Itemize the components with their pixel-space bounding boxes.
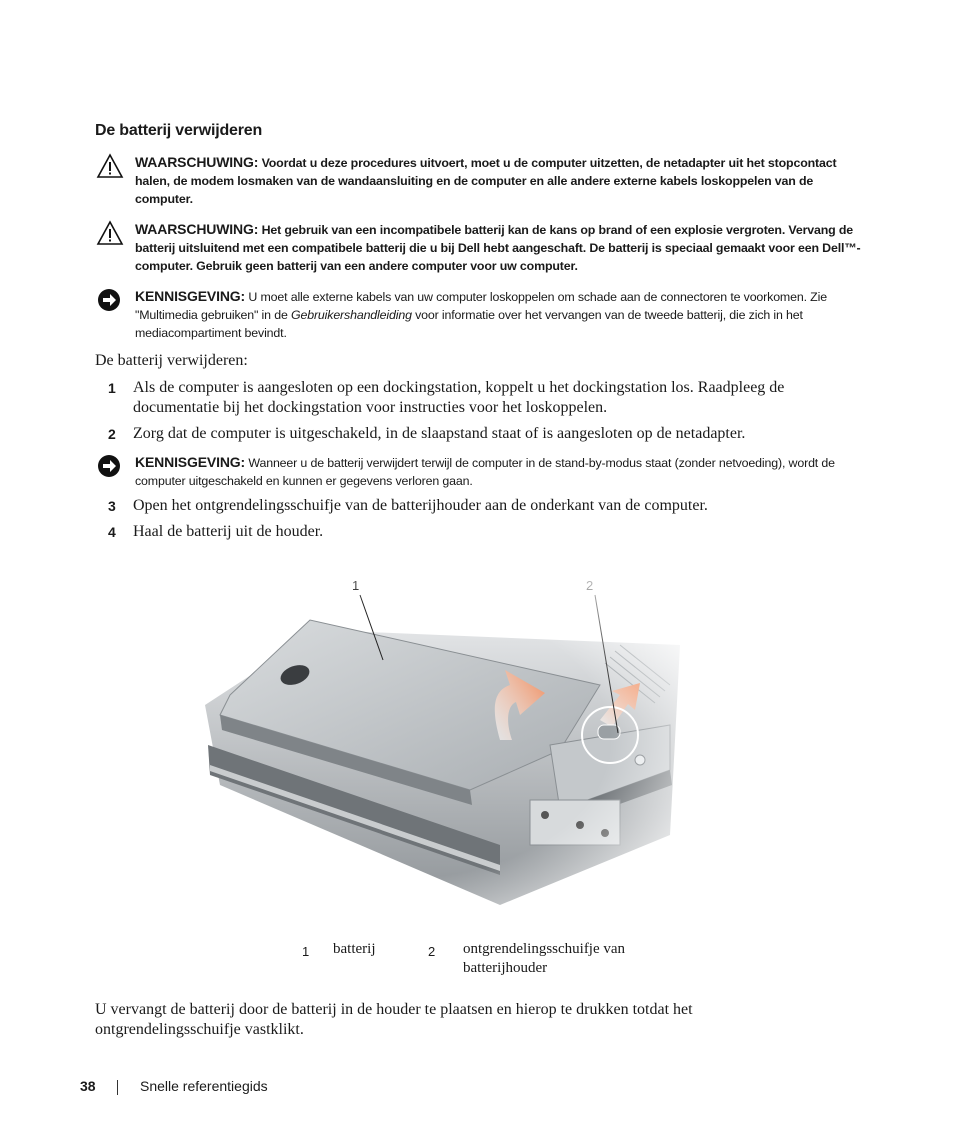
step-text: Zorg dat de computer is uitgeschakeld, in de slaapstand staat of is aangesloten op de netadapter. bbox=[133, 425, 746, 442]
step-text: Als de computer is aangesloten op een dockingstation, koppelt u het dockingstation los. Raadpleeg de documentatie bij het dockingstation voor instructies voor het loskoppelen. bbox=[133, 379, 785, 416]
footer-title: Snelle referentiegids bbox=[140, 1078, 268, 1094]
legend-num: 2 bbox=[428, 944, 436, 959]
closing-paragraph: U vervangt de batterij door de batterij in de houder te plaatsen en hierop te drukken totdat het ontgrendelingsschuifje vastklikt. bbox=[95, 1001, 693, 1038]
notice-label: KENNISGEVING: bbox=[135, 454, 246, 470]
notice-text-2 bbox=[135, 453, 865, 490]
step-number: 2 bbox=[108, 426, 116, 442]
warning-triangle-icon bbox=[96, 220, 124, 246]
section-heading: De batterij verwijderen bbox=[95, 122, 263, 139]
notice-label: KENNISGEVING: bbox=[135, 288, 246, 304]
legend-num: 1 bbox=[302, 944, 310, 959]
warning-triangle-icon bbox=[96, 153, 124, 179]
notice-manual-title: Gebruikershandleiding bbox=[290, 308, 412, 322]
notice-arrow-icon bbox=[96, 453, 124, 479]
battery-removal-illustration bbox=[200, 575, 700, 905]
step-number: 1 bbox=[108, 380, 116, 396]
page-number: 38 bbox=[80, 1078, 96, 1094]
intro-text: De batterij verwijderen: bbox=[95, 352, 248, 369]
warning-body: Het gebruik van een incompatibele batterij kan de kans op brand of een explosie vergroten. Vervang de batterij uitsluitend met een compatibele batterij die u bij Dell hebt aangeschaft. De batterij is speciaal gemaakt voor een Dell™-computer. Gebruik geen batterij van een andere computer voor uw computer. bbox=[135, 223, 861, 273]
warning-text-2 bbox=[135, 220, 865, 275]
step-text: Haal de batterij uit de houder. bbox=[133, 523, 324, 540]
step-number: 4 bbox=[108, 524, 116, 540]
notice-arrow-icon bbox=[96, 287, 124, 313]
notice-body-end: voor informatie over het vervangen van de tweede batterij, die zich in het mediacompartiment bevindt. bbox=[135, 308, 803, 340]
warning-body: Voordat u deze procedures uitvoert, moet u de computer uitzetten, de netadapter uit het stopcontact halen, de modem losmaken van de wandaansluiting en de computer en alle andere externe kabels loskoppelen van de computer. bbox=[135, 156, 837, 206]
notice-body-start: U moet alle externe kabels van uw computer loskoppelen om schade aan de connectoren te voorkomen. Zie "Multimedia gebruiken" in de bbox=[135, 290, 827, 322]
warning-label: WAARSCHUWING: bbox=[135, 154, 259, 170]
notice-text-1 bbox=[135, 287, 865, 342]
step-number: 3 bbox=[108, 498, 116, 514]
legend-label: batterij bbox=[333, 941, 376, 957]
legend-label: ontgrendelingsschuifje van batterijhouder bbox=[463, 941, 626, 976]
step-text: Open het ontgrendelingsschuifje van de batterijhouder aan de onderkant van de computer. bbox=[133, 497, 708, 514]
warning-label: WAARSCHUWING: bbox=[135, 221, 259, 237]
footer-divider bbox=[117, 1080, 118, 1095]
notice-body: Wanneer u de batterij verwijdert terwijl de computer in de stand-by-modus staat (zonder netvoeding), wordt de computer uitgeschakeld en kunnen er gegevens verloren gaan. bbox=[135, 456, 835, 488]
warning-text-1 bbox=[135, 153, 865, 208]
